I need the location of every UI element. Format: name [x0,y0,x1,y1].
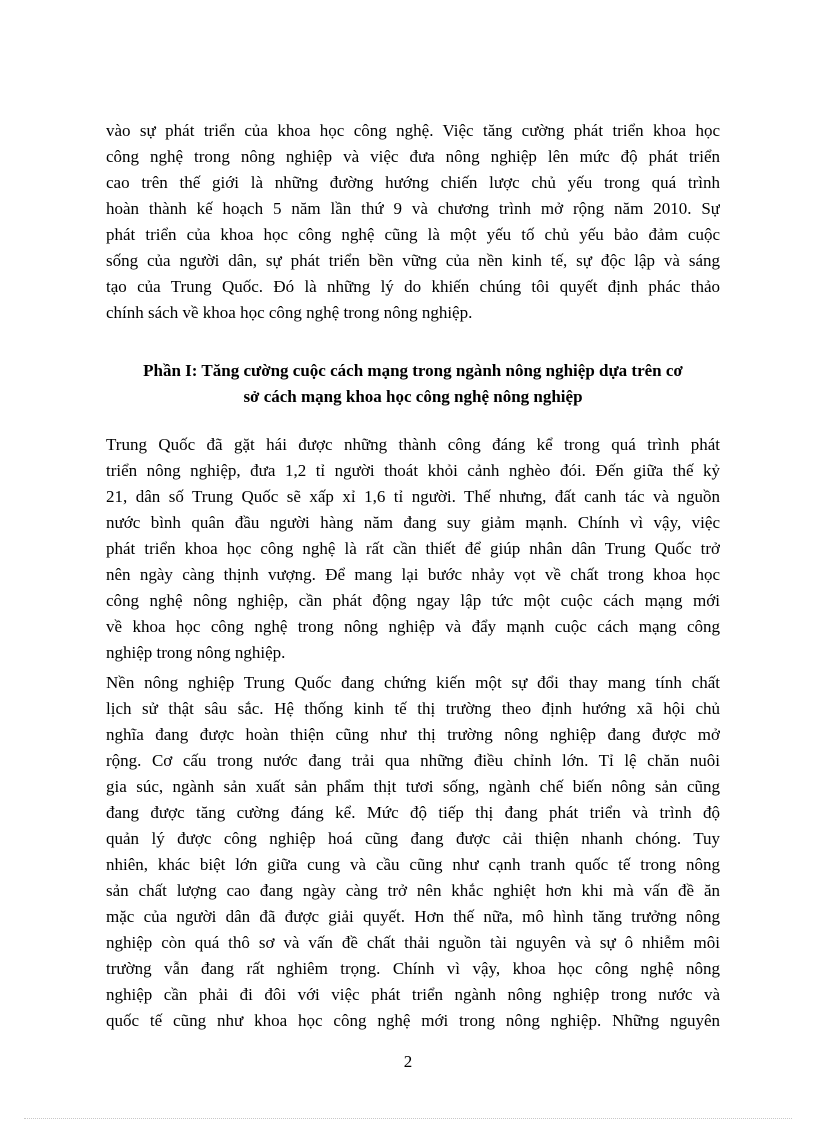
text-line: rộng. Cơ cấu trong nước đang trải qua những điều chỉnh lớn. Tỉ lệ chăn nuôi [106,751,720,770]
text-line: nghiệp cần phải đi đôi với việc phát triển ngành nông nghiệp trong nước và [106,985,720,1004]
heading-line: Phần I: Tăng cường cuộc cách mạng trong ngành nông nghiệp dựa trên cơ [143,361,683,380]
text-line: phát triển khoa học công nghệ là rất cần thiết để giúp nhân dân Trung Quốc trở [106,539,720,558]
text-line: chính sách về khoa học công nghệ trong nông nghiệp. [106,303,473,322]
text-line: mặc của người dân đã được giải quyết. Hơn thế nữa, mô hình tăng trưởng nông [106,907,720,926]
text-line: nên ngày càng thịnh vượng. Để mang lại bước nhảy vọt về chất trong khoa học [106,565,720,584]
text-line: đang được tăng cường đáng kể. Mức độ tiếp thị đang phát triển và trình độ [106,803,720,822]
text-line: công nghệ trong nông nghiệp và việc đưa nông nghiệp lên mức độ phát triển [106,147,720,166]
text-line: nước bình quân đầu người hàng năm đang suy giảm mạnh. Chính vì vậy, việc [106,513,720,532]
text-line: gia súc, ngành sản xuất sản phẩm thịt tươi sống, ngành chế biến nông sản cũng [106,777,720,796]
text-line: Nền nông nghiệp Trung Quốc đang chứng kiến một sự đổi thay mang tính chất [106,673,720,692]
text-line: hoàn thành kế hoạch 5 năm lần thứ 9 và chương trình mở rộng năm 2010. Sự [106,199,720,218]
text-line: về khoa học công nghệ trong nông nghiệp và đẩy mạnh cuộc cách mạng công [106,617,720,636]
text-line: nghiệp còn quá thô sơ và vấn đề chất thải nguồn tài nguyên và sự ô nhiễm môi [106,933,720,952]
text-line: nhiên, khác biệt lớn giữa cung và cầu cũng như cạnh tranh quốc tế trong nông [106,855,720,874]
text-line: công nghệ nông nghiệp, cần phát động ngay lập tức một cuộc cách mạng mới [106,591,720,610]
text-line: lịch sử thật sâu sắc. Hệ thống kinh tế thị trường theo định hướng xã hội chủ [106,699,720,718]
page-number: 2 [403,1052,413,1071]
text-line: quốc tế cũng như khoa học công nghệ mới trong nông nghiệp. Những nguyên [106,1011,720,1030]
text-line: quản lý được công nghiệp hoá cũng đang được cải thiện nhanh chóng. Tuy [106,829,720,848]
text-line: 21, dân số Trung Quốc sẽ xấp xỉ 1,6 tỉ người. Thế nhưng, đất canh tác và nguồn [106,487,720,506]
text-line: phát triển của khoa học công nghệ cũng là một yếu tố chủ yếu bảo đảm cuộc [106,225,720,244]
text-line: sống của người dân, sự phát triển bền vững của nền kinh tế, sự độc lập và sáng [106,251,720,270]
text-line: Trung Quốc đã gặt hái được những thành công đáng kể trong quá trình phát [106,435,720,454]
text-line: trường vẫn đang rất nghiêm trọng. Chính vì vậy, khoa học công nghệ nông [106,959,720,978]
text-line: triển nông nghiệp, đưa 1,2 tỉ người thoát khỏi cảnh nghèo đói. Đến giữa thế kỷ [106,461,720,480]
page-bottom-border [24,1118,792,1119]
text-line: nghiệp trong nông nghiệp. [106,643,286,662]
text-line: cao trên thế giới là những đường hướng chiến lược chủ yếu trong quá trình [106,173,720,192]
text-line: vào sự phát triển của khoa học công nghệ. Việc tăng cường phát triển khoa học [106,121,720,140]
text-line: tạo của Trung Quốc. Đó là những lý do khiến chúng tôi quyết định phác thảo [106,277,720,296]
heading-line: sở cách mạng khoa học công nghệ nông nghiệp [243,387,583,406]
text-line: sản chất lượng cao đang ngày càng trở nên khắc nghiệt hơn khi mà vấn đề ăn [106,881,720,900]
text-line: nghĩa đang được hoàn thiện cũng như thị trường nông nghiệp đang được mở [106,725,720,744]
